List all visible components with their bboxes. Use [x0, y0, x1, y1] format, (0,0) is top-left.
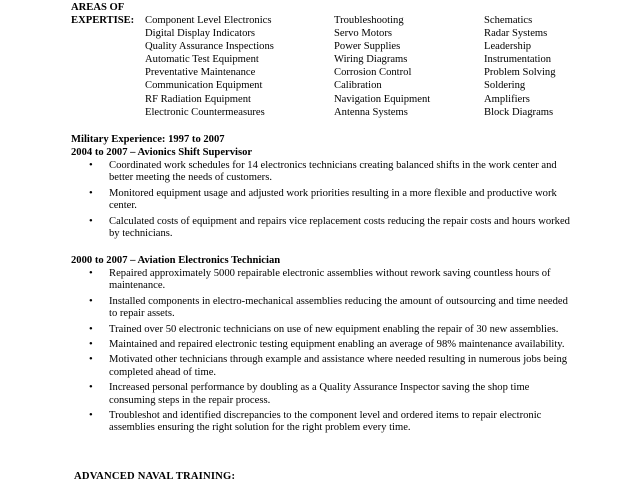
expertise-item: Leadership — [484, 41, 532, 53]
list-item: • Calculated costs of equipment and repairs vice replacement costs reducing the repair costs and hours worked by technicians. — [89, 215, 570, 240]
expertise-item: Radar Systems — [484, 28, 548, 40]
bullet-icon: • — [89, 354, 93, 366]
list-item: • Increased personal performance by doubling as a Quality Assurance Inspector saving the shop time consuming steps in the repair process. — [89, 382, 530, 406]
bullet-icon: • — [89, 215, 93, 227]
bullet-icon: • — [89, 339, 93, 351]
expertise-item: Automatic Test Equipment — [145, 54, 259, 66]
expertise-heading-line1: AREAS OF — [71, 2, 125, 13]
list-item: • Trained over 50 electronic technicians on use of new equipment enabling the repair of 30 new assemblies. — [89, 323, 559, 335]
expertise-item: Antenna Systems — [334, 106, 408, 118]
expertise-column-2 — [334, 14, 430, 119]
list-item: • Repaired approximately 5000 repairable electronic assemblies without rework saving countless hours of maintenance. — [89, 268, 551, 292]
aviation-technician-bullets — [71, 268, 571, 438]
bullet-icon: • — [89, 160, 93, 171]
bullet-icon: • — [89, 382, 93, 394]
expertise-item: Schematics — [484, 15, 533, 26]
expertise-item: Soldering — [484, 80, 526, 92]
expertise-item: Amplifiers — [484, 93, 530, 105]
expertise-column-1 — [145, 14, 274, 119]
expertise-item: Troubleshooting — [334, 15, 404, 26]
expertise-item: Block Diagrams — [484, 106, 554, 118]
job-title-aviation-technician: 2000 to 2007 – Aviation Electronics Technician — [71, 255, 281, 266]
expertise-column-3 — [484, 14, 556, 119]
expertise-item: Electronic Countermeasures — [145, 106, 265, 118]
bullet-icon: • — [89, 295, 93, 307]
list-item: • Motivated other technicians through example and assistance where needed resulting in numerous jobs being completed ahead of time. — [89, 354, 568, 378]
expertise-heading-line2: EXPERTISE: — [71, 15, 135, 26]
expertise-item: Component Level Electronics — [145, 15, 272, 26]
bullet-icon: • — [89, 187, 93, 199]
expertise-item: Problem Solving — [484, 67, 556, 79]
expertise-item: Navigation Equipment — [334, 93, 431, 105]
list-item: • Installed components in electro-mechanical assemblies reducing the amount of outsourcing and time needed to repair assets. — [89, 295, 568, 320]
bullet-icon: • — [89, 323, 93, 335]
expertise-item: Preventative Maintenance — [145, 67, 256, 79]
expertise-item: Servo Motors — [334, 28, 392, 40]
list-item: • Troubleshot and identified discrepancies to the component level and ordered items to repair electronic assemblies ensuring the right solution for the right problem every time. — [89, 410, 542, 434]
job-title-shift-supervisor: 2004 to 2007 – Avionics Shift Supervisor — [71, 147, 253, 158]
shift-supervisor-bullets — [71, 160, 571, 243]
advanced-naval-training-heading: ADVANCED NAVAL TRAINING: — [74, 471, 236, 482]
expertise-item: Wiring Diagrams — [334, 54, 408, 66]
expertise-item: Instrumentation — [484, 54, 552, 66]
expertise-item: Communication Equipment — [145, 80, 263, 92]
expertise-item: Calibration — [334, 80, 382, 92]
military-experience-heading: Military Experience: 1997 to 2007 — [71, 134, 225, 145]
bullet-icon: • — [89, 410, 93, 422]
bullet-icon: • — [89, 268, 93, 279]
expertise-item: RF Radiation Equipment — [145, 93, 251, 105]
list-item: • Monitored equipment usage and adjusted work priorities resulting in a more flexible and productive work center. — [89, 187, 557, 212]
expertise-item: Power Supplies — [334, 41, 401, 53]
expertise-item: Corrosion Control — [334, 67, 412, 79]
list-item: • Coordinated work schedules for 14 electronics technicians creating balanced shifts in the work center and better meeting the needs of customers. — [89, 160, 557, 184]
list-item: • Maintained and repaired electronic testing equipment enabling an average of 98% maintenance availability. — [89, 339, 565, 351]
expertise-item: Digital Display Indicators — [145, 28, 256, 40]
expertise-item: Quality Assurance Inspections — [145, 41, 274, 53]
